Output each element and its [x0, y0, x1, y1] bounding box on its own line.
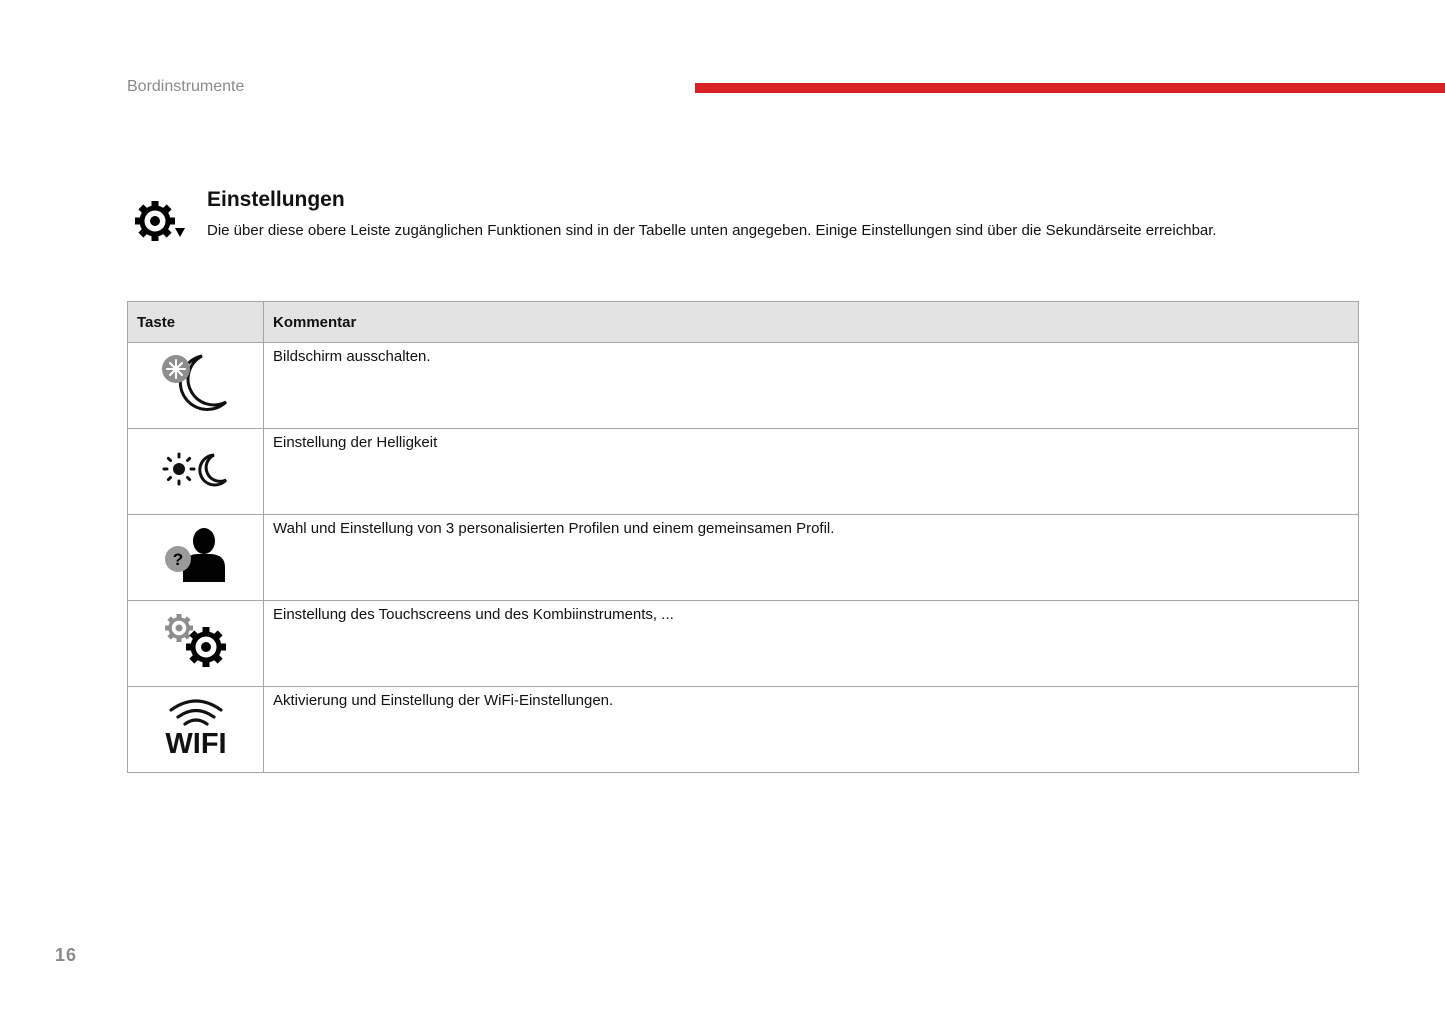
wifi-icon: [163, 696, 229, 758]
functions-table: [127, 301, 1359, 773]
svg-text:WIFI: WIFI: [164, 728, 227, 758]
table-row: [128, 515, 1359, 601]
section-title: Einstellungen: [207, 188, 345, 211]
screen-off-moon-icon: [160, 353, 232, 413]
table-row: [128, 601, 1359, 687]
row-comment: Bildschirm ausschalten.: [264, 343, 1359, 429]
page-number: 16: [55, 945, 78, 965]
table-row: [128, 429, 1359, 515]
table-row: [128, 343, 1359, 429]
header-comment: Kommentar: [264, 302, 1359, 343]
table-row: [128, 687, 1359, 773]
table-header-row: [128, 302, 1359, 343]
settings-gear-icon: [132, 198, 190, 244]
settings-gears-icon: [164, 613, 228, 669]
header-key: Taste: [128, 302, 264, 343]
user-profile-icon: [164, 527, 228, 583]
header-accent-bar: [695, 83, 1445, 93]
row-comment: Einstellung des Touchscreens und des Kombiinstruments, ...: [264, 601, 1359, 687]
row-comment: Einstellung der Helligkeit: [264, 429, 1359, 515]
row-comment: Aktivierung und Einstellung der WiFi-Einstellungen.: [264, 687, 1359, 773]
svg-text:?: ?: [172, 550, 183, 569]
row-comment: Wahl und Einstellung von 3 personalisierten Profilen und einem gemeinsamen Profil.: [264, 515, 1359, 601]
chapter-title: Bordinstrumente: [127, 78, 245, 95]
section-description: Die über diese obere Leiste zugänglichen Funktionen sind in der Tabelle unten angegeben. Einige Einstellungen sind über die Sekundärseite erreichbar.: [207, 222, 1217, 239]
brightness-sun-moon-icon: [162, 449, 230, 489]
